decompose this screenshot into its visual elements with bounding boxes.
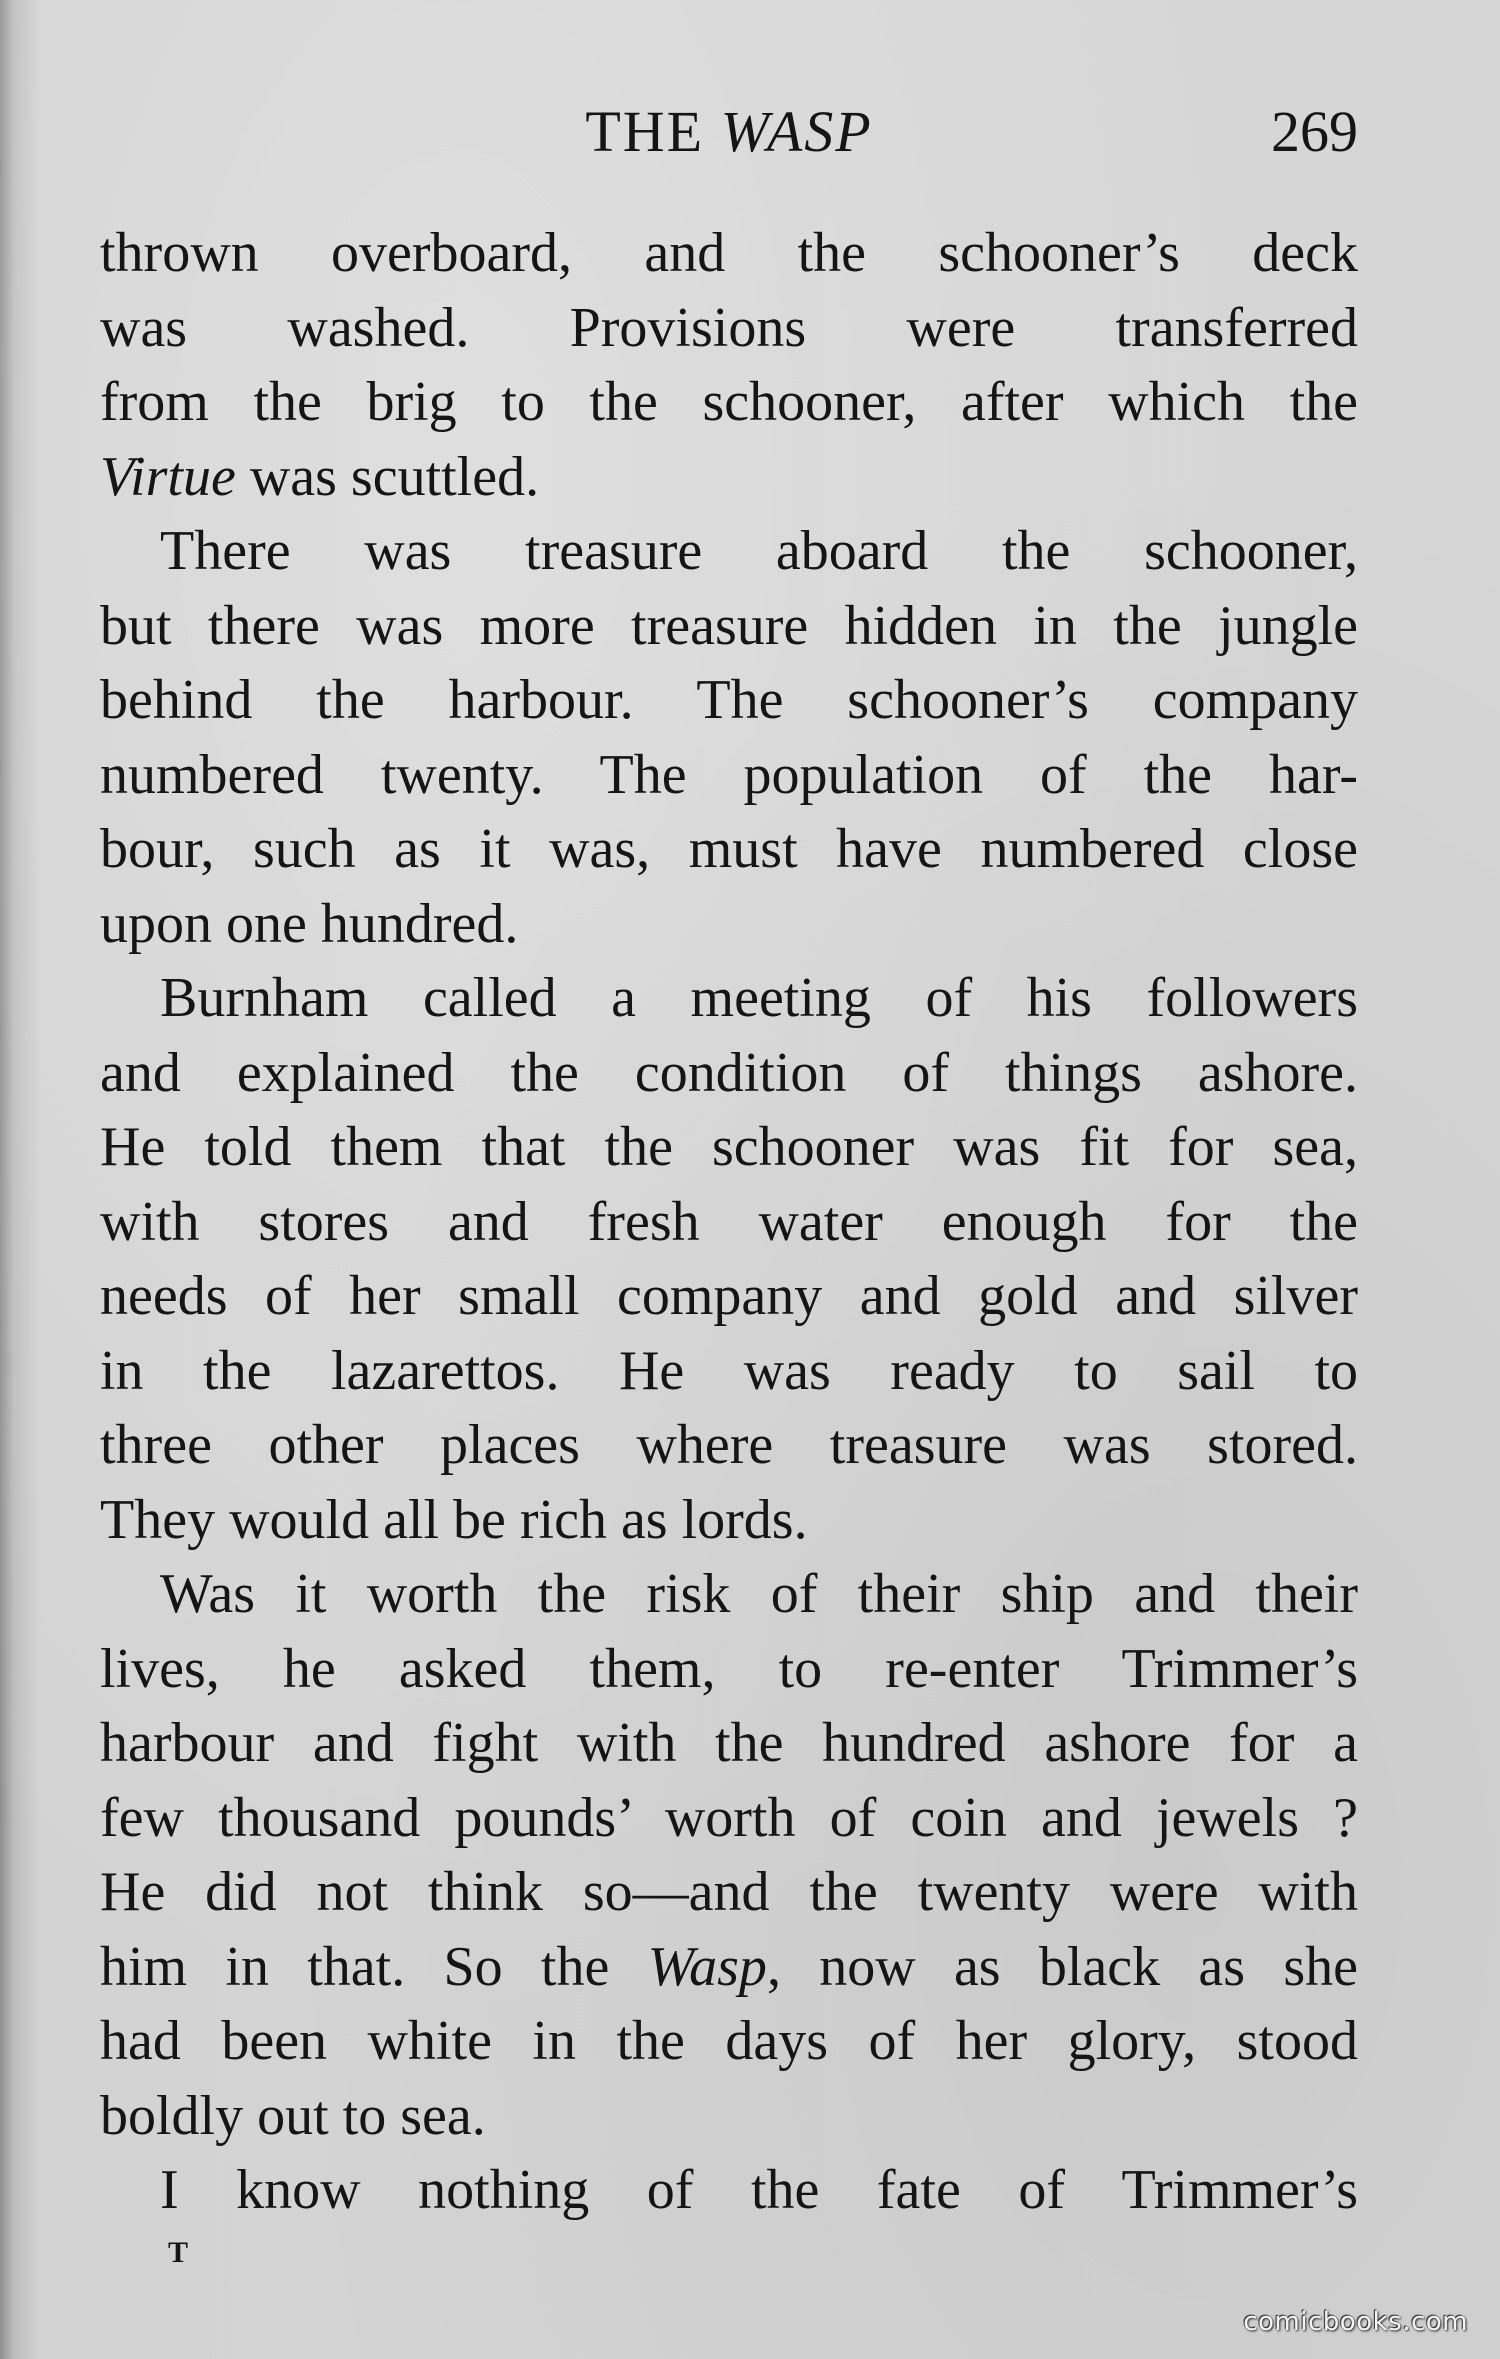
text-line: Was it worth the risk of their ship and their — [160, 1563, 1358, 1625]
paragraph-5 — [100, 2153, 1358, 2228]
text-line: He told them that the schooner was fit for sea, — [100, 1116, 1358, 1178]
paragraph-2 — [100, 514, 1358, 961]
text-line: needs of her small company and gold and silver — [100, 1265, 1358, 1327]
signature-mark: T — [168, 2236, 189, 2269]
text-line: and explained the condition of things ashore. — [100, 1041, 1358, 1104]
text-line: Burnham called a meeting of his followers — [160, 967, 1358, 1029]
body-text — [100, 216, 1358, 2228]
text-fragment: was scuttled. — [235, 445, 540, 508]
text-line — [100, 440, 1358, 515]
text-line: They would all be rich as lords. — [100, 1488, 808, 1551]
text-line — [100, 1930, 1358, 2005]
text-line: I know nothing of the fate of Trimmer’s — [160, 2159, 1358, 2221]
text-line: numbered twenty. The population of the har- — [100, 743, 1358, 806]
text-fragment: him in that. So the — [100, 1935, 648, 1998]
running-title-prefix: THE — [585, 99, 705, 164]
text-line: thrown overboard, and the schooner’s deck — [100, 222, 1358, 284]
text-line: in the lazarettos. He was ready to sail to — [100, 1339, 1358, 1402]
text-line: with stores and fresh water enough for the — [100, 1190, 1358, 1253]
watermark: comicbooks.com — [1243, 2307, 1468, 2337]
text-line: lives, he asked them, to re-enter Trimmer’s — [100, 1637, 1358, 1700]
text-line: few thousand pounds’ worth of coin and jewels ? — [100, 1786, 1358, 1849]
text-fragment: , now as black as she — [766, 1935, 1358, 1998]
text-line: boldly out to sea. — [100, 2084, 486, 2147]
running-header — [100, 92, 1358, 172]
text-line: upon one hundred. — [100, 892, 519, 955]
text-line: He did not think so—and the twenty were with — [100, 1861, 1358, 1923]
page-number: 269 — [1271, 99, 1358, 164]
running-title — [100, 98, 1358, 165]
paragraph-3 — [100, 961, 1358, 1557]
text-line: from the brig to the schooner, after which the — [100, 371, 1358, 433]
paragraph-1 — [100, 216, 1358, 514]
text-line: harbour and fight with the hundred ashore for a — [100, 1712, 1358, 1774]
ship-name-wasp: Wasp — [647, 1935, 767, 1998]
ship-name-virtue: Virtue — [100, 445, 236, 508]
text-line: was washed. Provisions were transferred — [100, 296, 1358, 359]
text-line: bour, such as it was, must have numbered close — [100, 818, 1358, 880]
text-line: behind the harbour. The schooner’s company — [100, 669, 1358, 731]
text-line: but there was more treasure hidden in the jungle — [100, 594, 1358, 657]
text-line: There was treasure aboard the schooner, — [160, 520, 1358, 582]
text-line: had been white in the days of her glory, stood — [100, 2010, 1358, 2072]
text-line: three other places where treasure was stored. — [100, 1414, 1358, 1476]
running-title-ship: WASP — [720, 99, 873, 164]
paragraph-4 — [100, 1557, 1358, 2153]
